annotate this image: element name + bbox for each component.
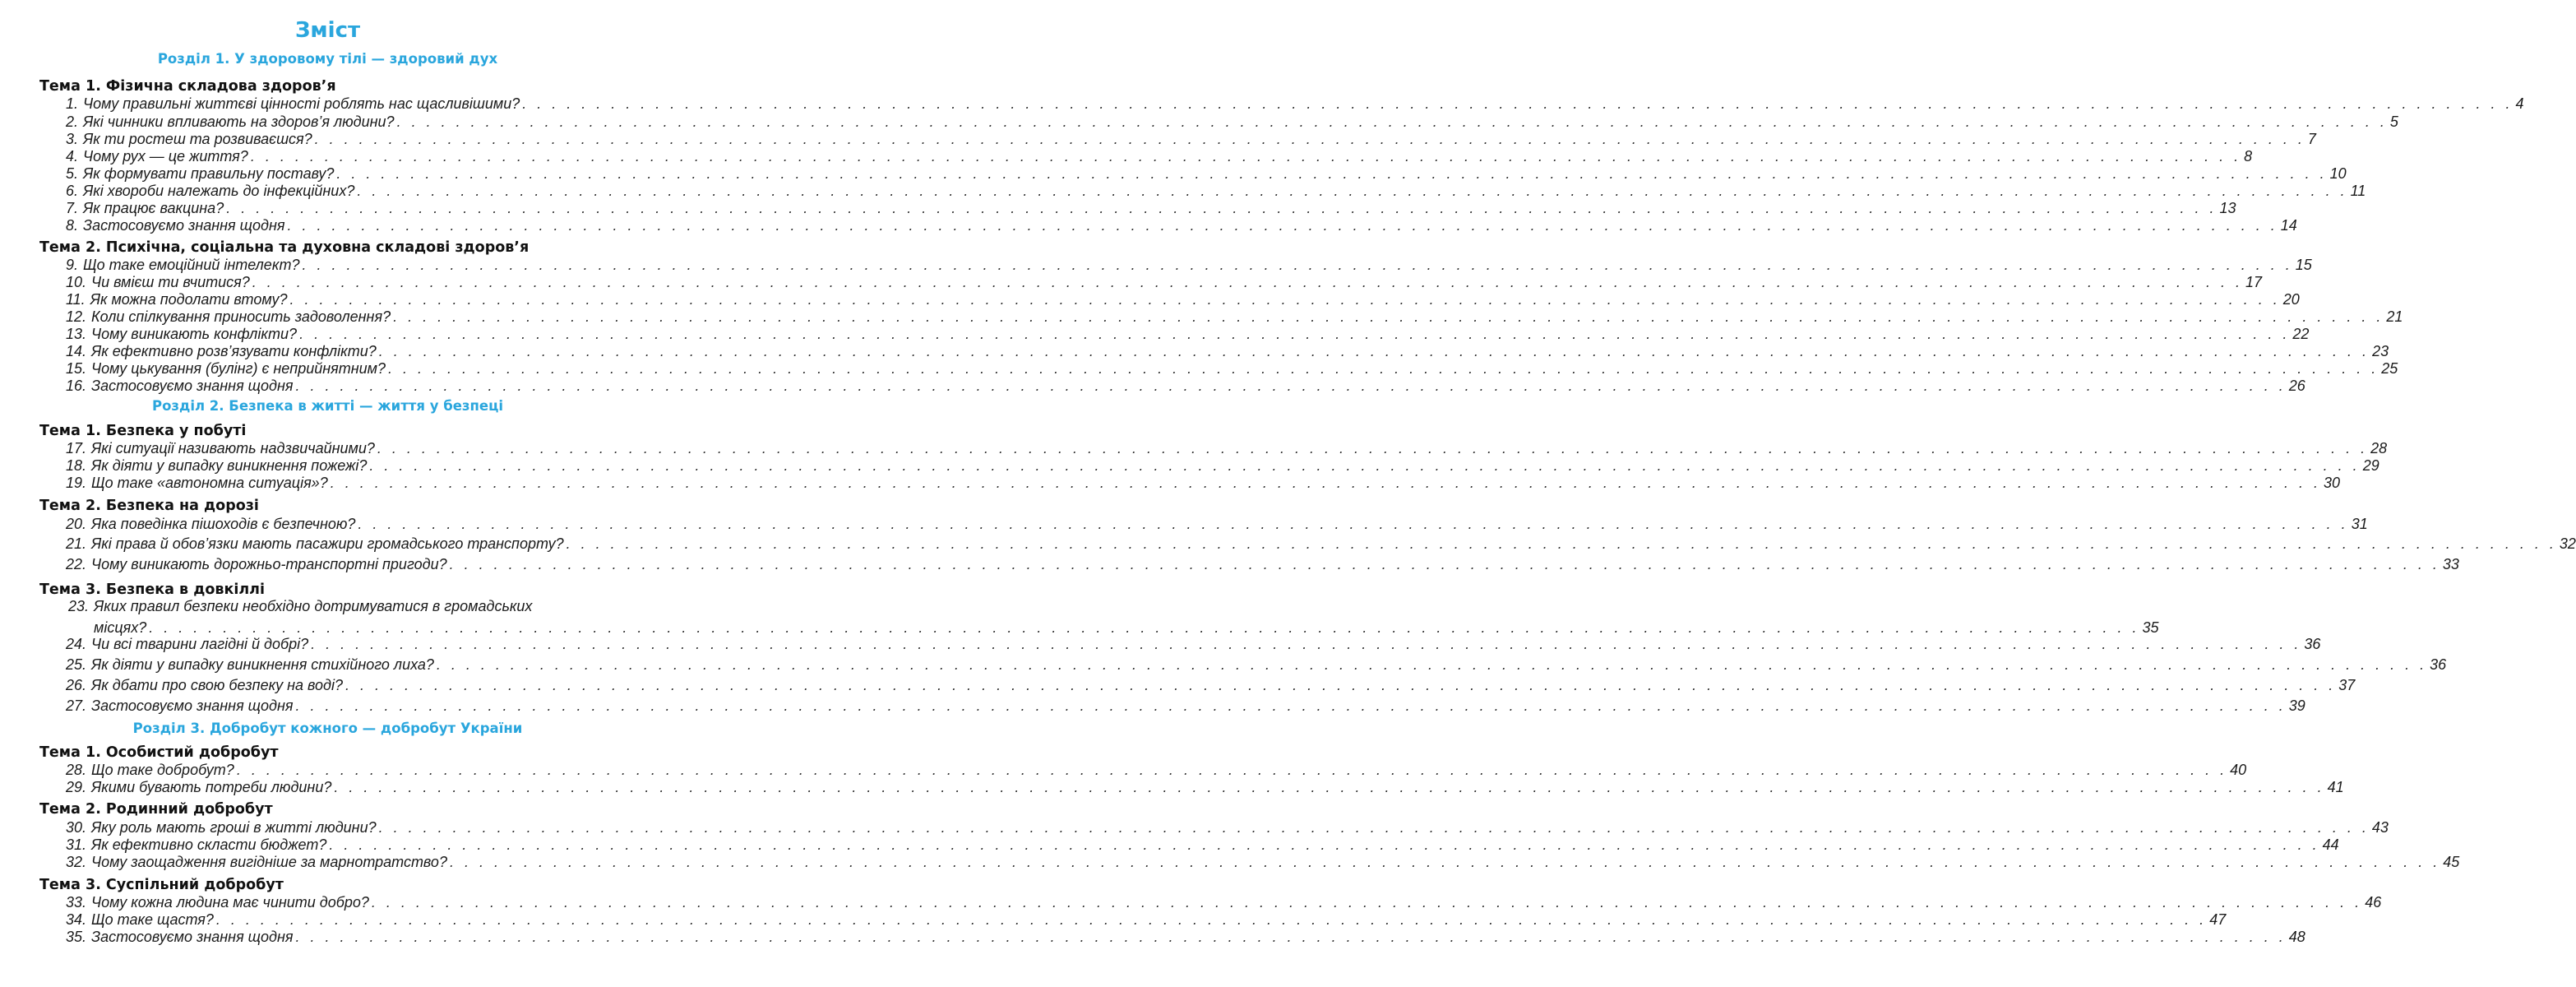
toc-entry-line <box>66 911 2227 929</box>
toc-entry-page: 22 <box>2292 326 2310 342</box>
toc-entry-page: 29 <box>2362 457 2379 474</box>
dot-leader <box>447 556 2443 573</box>
toc-entry-line <box>66 308 2403 326</box>
dot-leader <box>334 165 2329 183</box>
toc-entry-title: Чому виникають конфлікти? <box>91 326 298 342</box>
toc-entry-page: 13 <box>2219 200 2236 216</box>
toc-entry-title: Чому заощадження вигідніше за марнотратство? <box>91 854 447 870</box>
toc-entry-number: 11. <box>66 291 86 308</box>
toc-entry-title: Чому рух — це життя? <box>83 148 248 164</box>
dot-leader <box>386 360 2381 378</box>
toc-entry-line <box>94 619 2159 637</box>
toc-entry-page: 30 <box>2323 475 2341 491</box>
dot-leader <box>146 619 2142 637</box>
toc-entry-page: 26 <box>2288 378 2305 394</box>
dot-leader <box>331 779 2327 796</box>
toc-entry-line <box>66 677 2356 694</box>
toc-entry-number: 26. <box>66 677 87 693</box>
toc-entry[interactable] <box>66 911 2227 929</box>
toc-entry-number: 12. <box>66 308 87 325</box>
toc-entry-title: Чому виникають дорожньо-транспортні пригоди? <box>91 556 447 572</box>
toc-entry-page: 23 <box>2372 343 2389 359</box>
toc-entry[interactable] <box>66 836 2339 855</box>
dot-leader <box>391 308 2386 326</box>
toc-entry-number: 28. <box>66 762 87 778</box>
dot-leader <box>328 475 2324 492</box>
dot-leader <box>293 697 2288 715</box>
toc-entry-line <box>66 148 2253 165</box>
toc-entry-page: 45 <box>2443 854 2460 870</box>
toc-entry-title: Як працює вакцина? <box>83 200 224 216</box>
toc-entry-page: 41 <box>2327 779 2344 795</box>
toc-entry[interactable] <box>66 457 2379 475</box>
toc-entry-line <box>66 854 2460 871</box>
toc-entry-line <box>66 457 2379 475</box>
toc-entry-title: Як діяти у випадку виникнення пожежі? <box>91 457 368 474</box>
dot-leader <box>293 378 2288 395</box>
toc-entry[interactable] <box>66 200 2236 218</box>
toc-entry-page: 47 <box>2209 911 2227 928</box>
toc-entry-line <box>66 656 2447 674</box>
toc-entry-title: Чому цькування (булінг) є неприйнятним? <box>91 360 386 377</box>
toc-entry-page: 28 <box>2370 440 2388 456</box>
toc-entry-page: 48 <box>2288 929 2305 945</box>
dot-leader <box>284 217 2280 234</box>
dot-leader <box>564 535 2560 553</box>
toc-entry-title: Як ефективно розв’язувати конфлікти? <box>91 343 377 359</box>
toc-entry-title: Як ефективно скласти бюджет? <box>91 836 327 853</box>
toc-entry-line <box>66 819 2389 836</box>
toc-entry-number: 22. <box>66 556 87 572</box>
toc-entry-line <box>66 516 2368 533</box>
toc-entry-title: Застосовуємо знання щодня <box>91 697 294 714</box>
toc-entry-line <box>66 779 2344 796</box>
toc-entry-page: 36 <box>2430 656 2447 673</box>
toc-entry-title: Чи вмієш ти вчитися? <box>91 274 250 290</box>
toc-entry[interactable] <box>66 257 2312 275</box>
dot-leader <box>377 343 2372 360</box>
toc-entry-page: 15 <box>2295 257 2312 273</box>
toc-entry-title: Яку роль мають гроші в житті людини? <box>91 819 377 836</box>
toc-entry-page: 31 <box>2351 516 2368 532</box>
toc-entry-number: 19. <box>66 475 87 491</box>
toc-entry-number: 2. <box>66 114 79 130</box>
toc-entry-page: 46 <box>2365 894 2382 911</box>
toc-entry[interactable] <box>66 677 2356 695</box>
toc-entry[interactable] <box>66 378 2305 396</box>
dot-leader <box>326 836 2322 854</box>
toc-entry[interactable] <box>66 274 2263 292</box>
toc-entry-page: 20 <box>2282 291 2300 308</box>
toc-entry-number: 14. <box>66 343 87 359</box>
topic-heading: Тема 1. Фізична складова здоров’я <box>39 78 336 95</box>
toc-entry[interactable] <box>66 636 2321 654</box>
toc-entry[interactable] <box>66 894 2382 912</box>
toc-entry[interactable] <box>66 854 2460 872</box>
toc-entry-page: 35 <box>2142 619 2159 636</box>
toc-entry-page: 37 <box>2338 677 2356 693</box>
toc-entry-title: Як формувати правильну поставу? <box>83 165 335 182</box>
toc-entry-number: 33. <box>66 894 87 911</box>
toc-entry-page: 44 <box>2322 836 2339 853</box>
toc-entry[interactable] <box>66 95 2524 114</box>
toc-entry-number: 32. <box>66 854 87 870</box>
toc-entry-title: Як можна подолати втому? <box>90 291 288 308</box>
toc-entry-title: Коли спілкування приносить задоволення? <box>91 308 391 325</box>
toc-entry[interactable] <box>66 291 2300 309</box>
toc-entry-number: 16. <box>66 378 87 394</box>
dot-leader <box>343 677 2338 694</box>
toc-entry[interactable] <box>66 656 2447 674</box>
toc-entry-title: Які чинники впливають на здоров’я людини? <box>83 114 395 130</box>
toc-entry-page: 40 <box>2230 762 2247 778</box>
toc-entry-title: Чому кожна людина має чинити добро? <box>91 894 369 911</box>
toc-entry-number: 30. <box>66 819 87 836</box>
toc-entry-number: 1. <box>66 95 79 112</box>
toc-entry-page: 43 <box>2371 819 2389 836</box>
topic-heading: Тема 2. Психічна, соціальна та духовна складові здоров’я <box>39 239 530 256</box>
toc-entry-number: 8. <box>66 217 79 234</box>
toc-entry-number: 9. <box>66 257 79 273</box>
toc-entry[interactable] <box>66 343 2389 361</box>
toc-entry[interactable] <box>66 762 2247 780</box>
toc-entry[interactable] <box>66 131 2316 149</box>
toc-entry-page: 39 <box>2288 697 2305 714</box>
dot-leader <box>447 854 2443 871</box>
section-heading: Розділ 3. Добробут кожного — добробут України <box>132 721 523 736</box>
toc-entry-number: 4. <box>66 148 79 164</box>
toc-entry[interactable] <box>66 165 2347 183</box>
toc-entry[interactable] <box>66 326 2310 344</box>
toc-entry[interactable] <box>66 308 2403 327</box>
dot-leader <box>395 114 2390 131</box>
toc-entry-page: 7 <box>2307 131 2316 147</box>
toc-entry[interactable] <box>66 475 2341 493</box>
toc-entry-page: 25 <box>2381 360 2398 377</box>
toc-entry-line <box>66 378 2305 395</box>
toc-entry-number: 27. <box>66 697 87 714</box>
toc-entry[interactable] <box>66 929 2305 947</box>
toc-entry-line <box>66 929 2305 946</box>
toc-entry-number: 25. <box>66 656 87 673</box>
dot-leader <box>308 636 2304 653</box>
toc-entry-title: Які ситуації називають надзвичайними? <box>91 440 375 456</box>
dot-leader <box>250 274 2245 291</box>
toc-entry-number: 23. <box>67 598 89 614</box>
dot-leader <box>300 257 2296 274</box>
toc-entry[interactable] <box>66 819 2389 837</box>
toc-entry-title: Застосовуємо знання щодня <box>91 929 294 945</box>
toc-entry-line <box>66 274 2263 291</box>
toc-entry[interactable] <box>66 516 2368 534</box>
dot-leader <box>214 911 2209 929</box>
page-title: Зміст <box>294 18 361 43</box>
toc-entry[interactable] <box>66 779 2344 797</box>
toc-entry-line <box>66 636 2321 653</box>
toc-entry[interactable] <box>66 360 2398 378</box>
dot-leader <box>312 131 2308 148</box>
toc-entry-number: 29. <box>66 779 87 795</box>
toc-entry-number: 3. <box>66 131 79 147</box>
topic-heading: Тема 1. Особистий добробут <box>39 744 279 761</box>
dot-leader <box>224 200 2219 217</box>
toc-entry[interactable] <box>66 556 2459 574</box>
toc-entry-number: 18. <box>66 457 87 474</box>
toc-entry-line <box>66 440 2388 457</box>
toc-entry-page: 14 <box>2280 217 2297 234</box>
toc-entry-title: Застосовуємо знання щодня <box>83 217 285 234</box>
toc-entry[interactable] <box>66 535 2576 554</box>
section-heading: Розділ 1. У здоровому тілі — здоровий дух <box>157 51 498 67</box>
toc-entry-number: 10. <box>66 274 87 290</box>
toc-entry-line <box>66 556 2459 573</box>
toc-entry-line <box>66 762 2247 779</box>
toc-entry-title: Застосовуємо знання щодня <box>91 378 294 394</box>
dot-leader <box>369 894 2365 911</box>
topic-heading: Тема 2. Безпека на дорозі <box>39 498 259 514</box>
toc-entry-title: Як діяти у випадку виникнення стихійного лиха? <box>91 656 434 673</box>
topic-heading: Тема 3. Безпека в довкіллі <box>39 582 265 598</box>
toc-entry-line <box>66 217 2297 234</box>
toc-entry-page: 17 <box>2245 274 2263 290</box>
dot-leader <box>234 762 2230 779</box>
toc-entry-line <box>66 183 2366 200</box>
toc-entry-title-continued: місцях? <box>94 619 147 636</box>
dot-leader <box>293 929 2288 946</box>
toc-entry-number: 17. <box>66 440 87 456</box>
toc-entry-number: 5. <box>66 165 79 182</box>
toc-entry-title: Що таке «автономна ситуація»? <box>91 475 328 491</box>
toc-entry-page: 11 <box>2350 183 2366 199</box>
toc-entry-page: 4 <box>2515 95 2524 112</box>
toc-entry-number: 21. <box>66 535 87 552</box>
toc-entry-page: 5 <box>2389 114 2398 130</box>
toc-entry[interactable] <box>66 697 2305 716</box>
toc-entry-title: Чому правильні життєві цінності роблять нас щасливішими? <box>83 95 520 112</box>
toc-entry-title: Що таке щастя? <box>91 911 214 928</box>
topic-heading: Тема 1. Безпека у побуті <box>39 423 247 439</box>
dot-leader <box>248 148 2244 165</box>
toc-entry-line <box>66 95 2524 113</box>
toc-entry-number: 7. <box>66 200 79 216</box>
toc-entry-line <box>66 291 2300 308</box>
toc-entry-number: 20. <box>66 516 87 532</box>
toc-entry-title: Чи всі тварини лагідні й добрі? <box>91 636 309 652</box>
toc-entry-line <box>66 114 2398 131</box>
toc-entry-number: 31. <box>66 836 87 853</box>
toc-entry-line <box>66 836 2339 854</box>
toc-entry-page: 8 <box>2244 148 2253 164</box>
toc-entry-title: Що таке добробут? <box>91 762 234 778</box>
dot-leader <box>297 326 2292 343</box>
toc-entry-page: 10 <box>2329 165 2347 182</box>
dot-leader <box>434 656 2430 674</box>
dot-leader <box>288 291 2283 308</box>
dot-leader <box>367 457 2362 475</box>
toc-entry-page: 21 <box>2386 308 2403 325</box>
toc-entry-title: Як ти ростеш та розвиваєшся? <box>83 131 312 147</box>
toc-entry-title: Які хвороби належать до інфекційних? <box>83 183 355 199</box>
toc-entry[interactable] <box>66 148 2253 166</box>
topic-heading: Тема 3. Суспільний добробут <box>39 877 284 893</box>
toc-entry-line <box>66 894 2382 911</box>
toc-entry-title: Яка поведінка пішоходів є безпечною? <box>91 516 356 532</box>
toc-entry-title: Яких правил безпеки необхідно дотримуватися в громадських <box>94 598 533 614</box>
toc-entry[interactable] <box>66 440 2388 458</box>
toc-entry-line <box>66 257 2312 274</box>
toc-entry-title: Якими бувають потреби людини? <box>91 779 332 795</box>
dot-leader <box>375 440 2370 457</box>
toc-entry[interactable] <box>66 217 2297 235</box>
dot-leader <box>355 516 2351 533</box>
toc-entry-line <box>66 131 2316 148</box>
toc-entry-line <box>66 326 2310 343</box>
toc-entry[interactable] <box>66 183 2366 201</box>
toc-entry-number: 6. <box>66 183 79 199</box>
toc-entry-number: 13. <box>66 326 87 342</box>
toc-entry[interactable] <box>66 598 2159 637</box>
toc-entry-number: 15. <box>66 360 87 377</box>
toc-entry-title: Як дбати про свою безпеку на воді? <box>91 677 343 693</box>
toc-entry-title: Які права й обов’язки мають пасажири громадського транспорту? <box>91 535 564 552</box>
topic-heading: Тема 2. Родинний добробут <box>39 801 273 818</box>
toc-entry-line <box>66 475 2341 492</box>
toc-entry-page: 36 <box>2304 636 2321 652</box>
toc-entry-page: 33 <box>2442 556 2459 572</box>
dot-leader <box>377 819 2372 836</box>
toc-entry-line <box>66 360 2398 378</box>
toc-entry-line <box>66 165 2347 183</box>
toc-entry-line <box>66 343 2389 360</box>
toc-entry-page: 32 <box>2559 535 2576 552</box>
section-heading: Розділ 2. Безпека в житті — життя у безпеці <box>151 398 503 414</box>
dot-leader <box>354 183 2350 200</box>
dot-leader <box>520 95 2515 113</box>
toc-entry-number: 24. <box>66 636 87 652</box>
toc-entry[interactable] <box>66 114 2398 132</box>
toc-entry-line <box>66 697 2305 715</box>
toc-entry-number: 34. <box>66 911 87 928</box>
toc-entry-line <box>66 200 2236 217</box>
toc-entry-title: Що таке емоційний інтелект? <box>83 257 300 273</box>
toc-entry-line <box>66 598 532 615</box>
toc-entry-line <box>66 535 2576 553</box>
toc-entry-number: 35. <box>66 929 87 945</box>
